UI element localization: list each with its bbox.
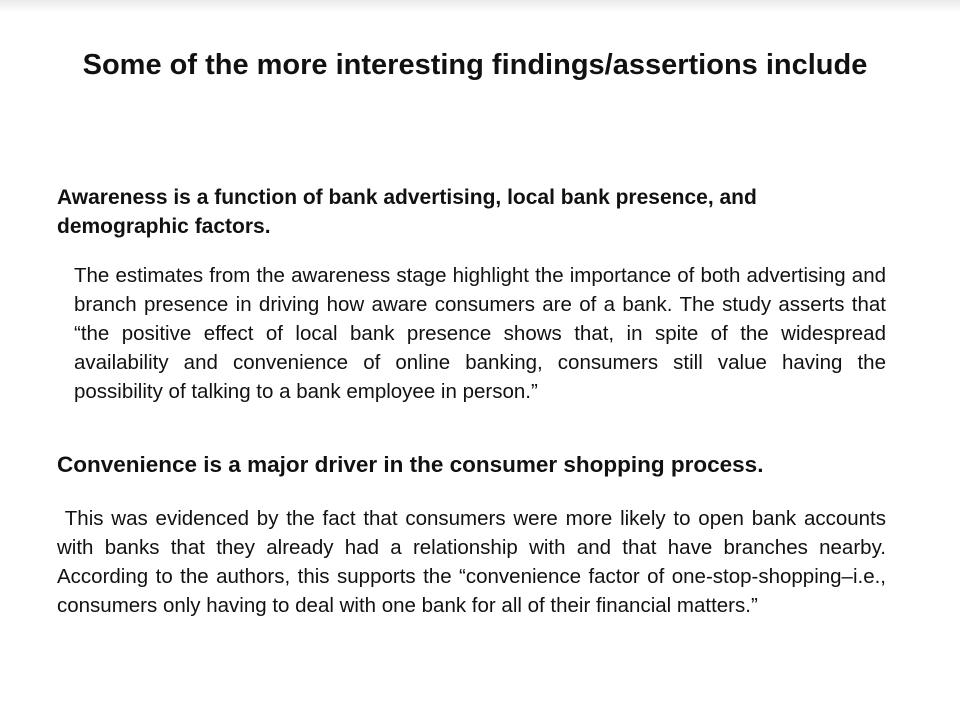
awareness-heading: Awareness is a function of bank advertising, local bank presence, and demographic factors.	[57, 186, 757, 238]
convenience-heading: Convenience is a major driver in the consumer shopping process.	[57, 452, 764, 477]
convenience-paragraph: This was evidenced by the fact that consumers were more likely to open bank accounts with banks that they already had a relationship with and that have branches nearby. According to the authors, this supports the “convenience factor of one-stop-shopping–i.e., consumers only having to deal with one bank for all of their financial matters.”	[57, 507, 886, 617]
slide-top-band	[0, 0, 960, 12]
awareness-paragraph: The estimates from the awareness stage highlight the importance of both advertising and branch presence in driving how aware consumers are of a bank. The study asserts that “the positive effect of local bank presence shows that, in spite of the widespread availability and convenience of online banking, consumers still value having the possibility of talking to a bank employee in person.”	[74, 264, 886, 403]
slide-title: Some of the more interesting findings/assertions include	[82, 49, 868, 81]
